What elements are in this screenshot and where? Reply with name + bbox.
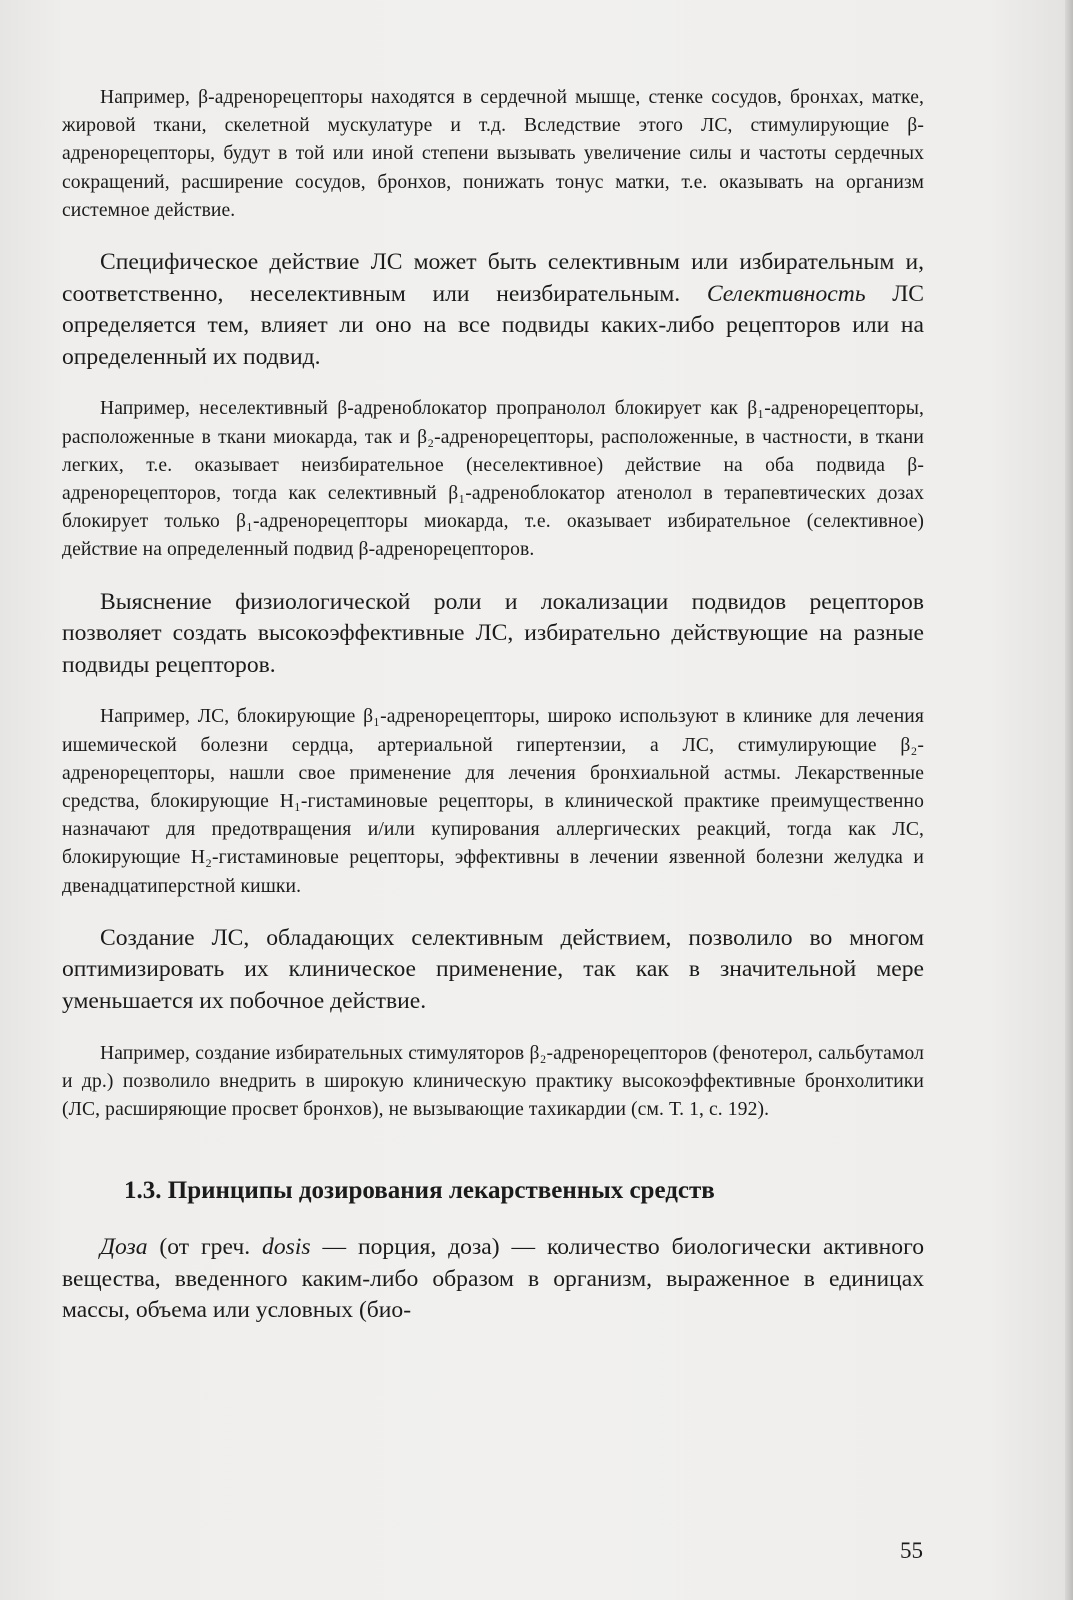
page-number: 55	[900, 1538, 923, 1563]
example-paragraph-beta-receptors: Например, β-адренорецепторы находятся в сердечной мышце, стенке сосудов, бронхах, матке, жировой ткани, скелетной мускулатуре и т.д. Вследствие этого ЛС, стимулирующие β-адренорецепторы, будут в той или иной степени вызывать увеличение силы и частоты сердечных сокращений, расширение сосудов, бронхов, понижать тонус матки, т.е. оказывать на организм системное действие.	[62, 87, 924, 221]
section-heading: 1.3. Принципы дозирования лекарственных средств	[124, 1177, 715, 1205]
paragraph-dose-definition	[62, 1232, 924, 1327]
example-paragraph-propranolol: Например, неселективный β-адреноблокатор пропранолол блокирует как β₁-адренорецепторы, расположенные в ткани миокарда, так и β₂-адренорецепторы, расположенные, в частности, в ткани легких, т.е. оказывает неизбирательное (неселективное) действие на оба подвида β-адренорецепторов, тогда как селективный β₁-адреноблокатор атенолол в терапевтических дозах блокирует только β₁-адренорецепторы миокарда, т.е. оказывает избирательное (селективное) действие на определенный подвид β-адренорецепторов.	[62, 398, 924, 561]
selectivity-text-part2: ЛС определяется тем, влияет ли оно на все подвиды каких-либо рецепторов или на определенный их подвид.	[62, 280, 924, 370]
dose-term: Доза	[100, 1234, 148, 1261]
selectivity-text-part1: Специфическое действие ЛС может быть селективным или избирательным и, соответственно, неселективным или неизбирательным.	[62, 249, 924, 307]
page-edge-shadow	[1065, 0, 1073, 1600]
dose-greek-word: dosis	[262, 1234, 311, 1261]
example-paragraph-clinical-use: Например, ЛС, блокирующие β₁-адренорецепторы, широко используют в клинике для лечения ишемической болезни сердца, артериальной гипертензии, а ЛС, стимулирующие β₂-адренорецепторы, нашли свое применение для лечения бронхиальной астмы. Лекарственные средства, блокирующие H₁-гистаминовые рецепторы, в клинической практике преимущественно назначают для предотвращения и/или купирования аллергических реакций, тогда как ЛС, блокирующие H₂-гистаминовые рецепторы, эффективны в лечении язвенной болезни желудка и двенадцатиперстной кишки.	[62, 706, 924, 897]
dose-text-part1: (от греч.	[147, 1234, 263, 1261]
paragraph-selective-drugs: Создание ЛС, обладающих селективным действием, позволило во многом оптимизировать их клиническое применение, так как в значительной мере уменьшается их побочное действие.	[62, 924, 924, 1014]
paragraph-selectivity	[62, 247, 924, 373]
selectivity-term: Селективность	[706, 280, 866, 307]
paragraph-receptor-subtypes: Выяснение физиологической роли и локализации подвидов рецепторов позволяет создать высокоэффективные ЛС, избирательно действующие на разные подвиды рецепторов.	[62, 588, 924, 678]
dose-text-part2: — порция, доза) — количество биологически активного вещества, введенного каким-либо образом в организм, выраженное в единицах массы, объема или условных (био-	[62, 1234, 924, 1324]
example-paragraph-fenoterol: Например, создание избирательных стимуляторов β₂-адренорецепторов (фенотерол, сальбутамол и др.) позволило внедрить в широкую клиническую практику высокоэффективные бронхолитики (ЛС, расширяющие просвет бронхов), не вызывающие тахикардии (см. Т. 1, с. 192).	[62, 1042, 924, 1120]
page-content	[62, 84, 924, 1327]
